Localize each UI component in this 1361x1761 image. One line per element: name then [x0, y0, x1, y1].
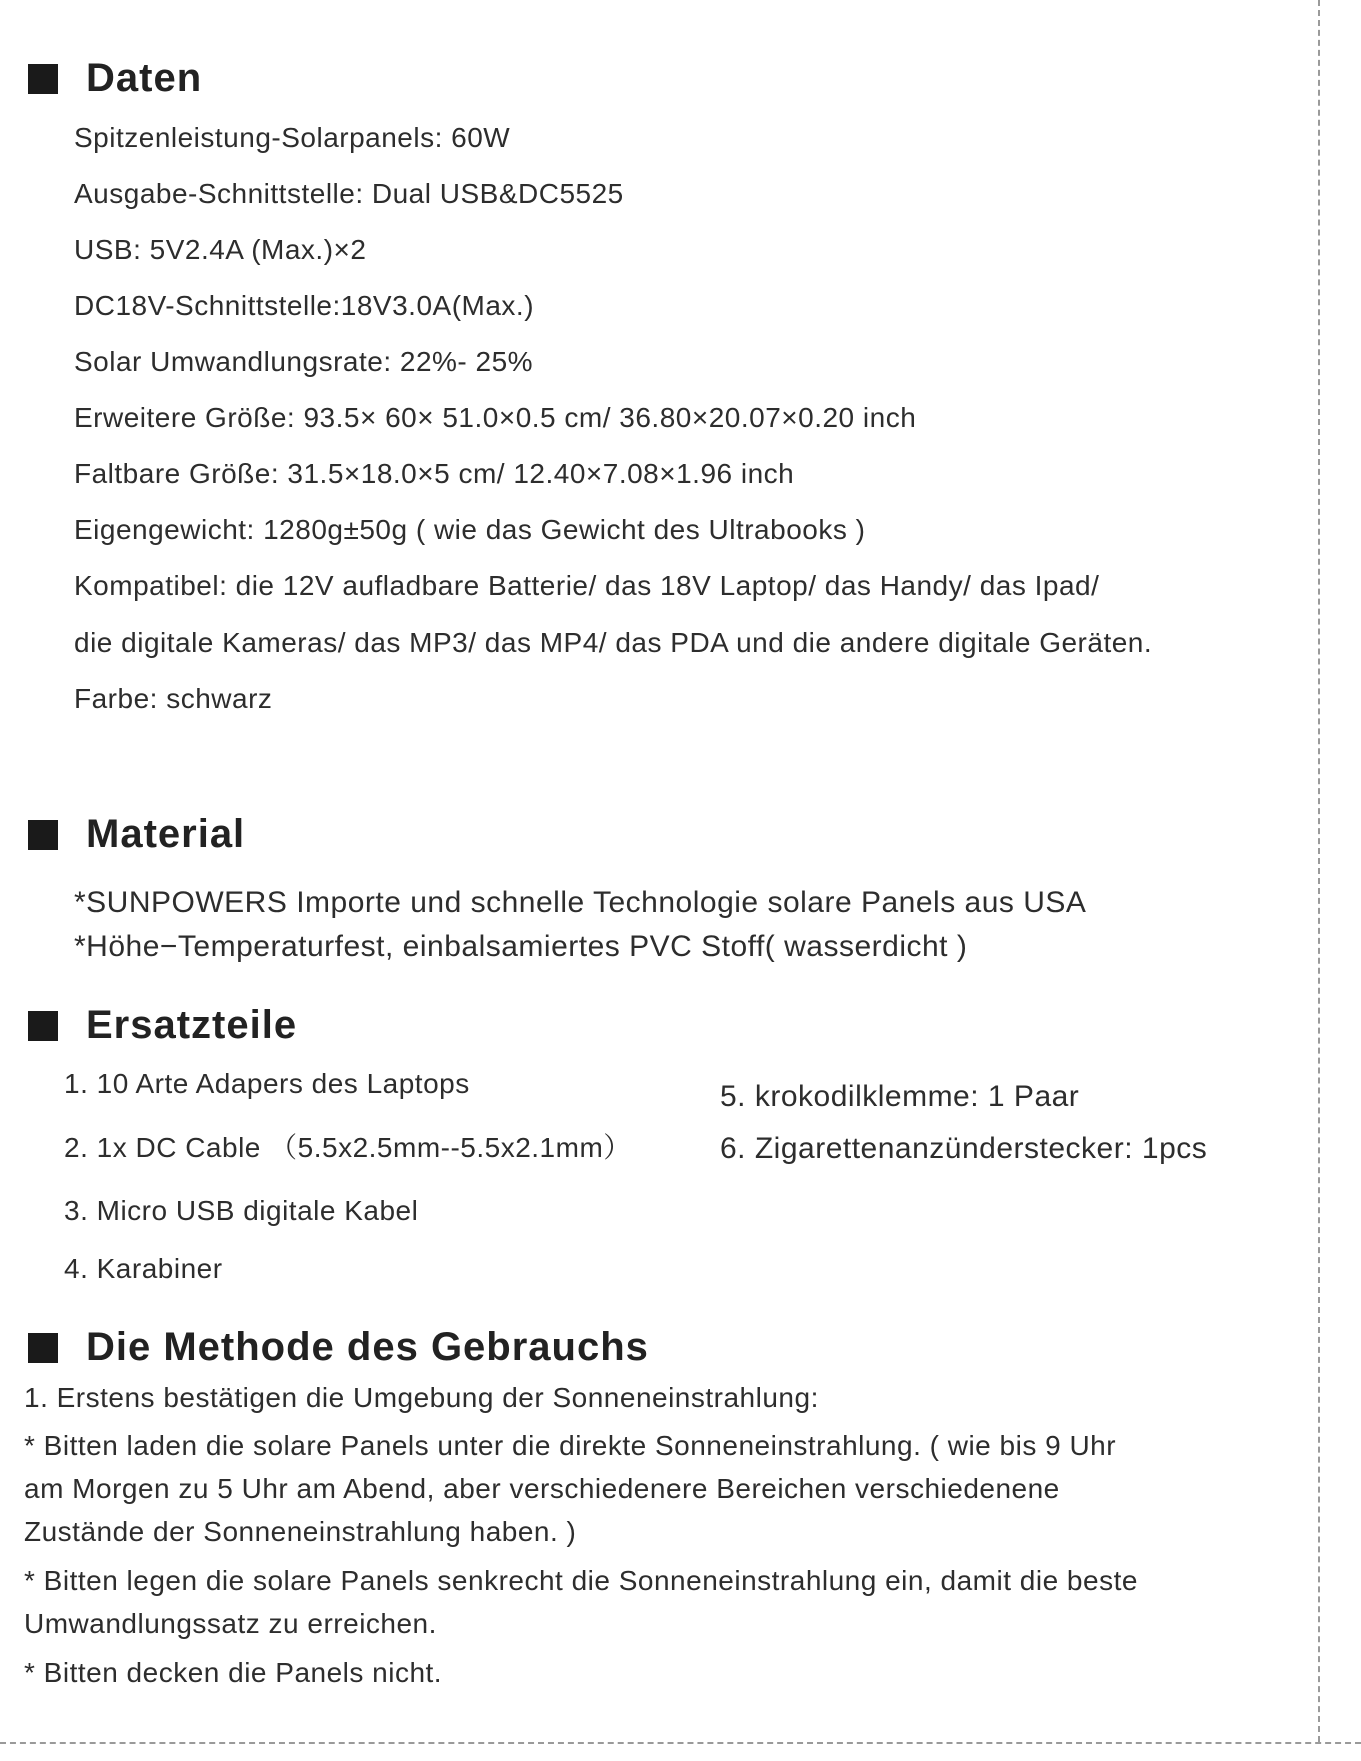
spec-line: die digitale Kameras/ das MP3/ das MP4/ das PDA und die andere digitale Geräten.	[74, 627, 1153, 658]
section-title: Ersatzteile	[86, 1003, 298, 1047]
part-item: 1. 10 Arte Adapers des Laptops	[64, 1068, 470, 1099]
dashed-border-bottom	[0, 1742, 1361, 1744]
usage-line: * Bitten legen die solare Panels senkrecht die Sonneneinstrahlung ein, damit die beste	[24, 1565, 1138, 1596]
spec-line: Ausgabe-Schnittstelle: Dual USB&DC5525	[74, 178, 624, 209]
usage-line: 1. Erstens bestätigen die Umgebung der Sonneneinstrahlung:	[24, 1382, 819, 1413]
spec-line: Eigengewicht: 1280g±50g ( wie das Gewicht des Ultrabooks )	[74, 514, 866, 545]
part-item: 2. 1x DC Cable （5.5x2.5mm--5.5x2.1mm）	[64, 1132, 632, 1163]
square-bullet-icon	[28, 820, 58, 850]
part-item: 6. Zigarettenanzünderstecker: 1pcs	[720, 1132, 1208, 1165]
material-line: *Höhe−Temperaturfest, einbalsamiertes PVC Stoff( wasserdicht )	[74, 930, 968, 963]
part-item: 3. Micro USB digitale Kabel	[64, 1195, 419, 1226]
section-heading-material	[28, 812, 245, 857]
usage-line: Umwandlungssatz zu erreichen.	[24, 1608, 437, 1639]
section-heading-daten	[28, 56, 202, 101]
spec-line: Spitzenleistung-Solarpanels: 60W	[74, 122, 511, 153]
square-bullet-icon	[28, 1333, 58, 1363]
spec-line: Kompatibel: die 12V aufladbare Batterie/ das 18V Laptop/ das Handy/ das Ipad/	[74, 570, 1100, 601]
dashed-border-right	[1318, 0, 1320, 1742]
usage-line: am Morgen zu 5 Uhr am Abend, aber verschiedenere Bereichen verschiedenene	[24, 1473, 1060, 1504]
section-title: Material	[86, 812, 246, 856]
section-title: Die Methode des Gebrauchs	[86, 1325, 649, 1369]
square-bullet-icon	[28, 1011, 58, 1041]
part-item: 4. Karabiner	[64, 1253, 223, 1284]
spec-line: Farbe: schwarz	[74, 683, 273, 714]
part-item: 5. krokodilklemme: 1 Paar	[720, 1080, 1080, 1113]
section-title: Daten	[86, 56, 203, 100]
spec-line: USB: 5V2.4A (Max.)×2	[74, 234, 367, 265]
usage-line: * Bitten laden die solare Panels unter die direkte Sonneneinstrahlung. ( wie bis 9 Uhr	[24, 1430, 1117, 1461]
section-heading-ersatzteile	[28, 1003, 297, 1048]
usage-line: * Bitten decken die Panels nicht.	[24, 1657, 443, 1688]
spec-line: DC18V-Schnittstelle:18V3.0A(Max.)	[74, 290, 535, 321]
spec-line: Solar Umwandlungsrate: 22%- 25%	[74, 346, 534, 377]
section-heading-methode	[28, 1325, 649, 1370]
square-bullet-icon	[28, 64, 58, 94]
spec-line: Erweitere Größe: 93.5× 60× 51.0×0.5 cm/ 36.80×20.07×0.20 inch	[74, 402, 917, 433]
spec-line: Faltbare Größe: 31.5×18.0×5 cm/ 12.40×7.08×1.96 inch	[74, 458, 795, 489]
material-line: *SUNPOWERS Importe und schnelle Technologie solare Panels aus USA	[74, 886, 1087, 919]
usage-line: Zustände der Sonneneinstrahlung haben. )	[24, 1516, 577, 1547]
